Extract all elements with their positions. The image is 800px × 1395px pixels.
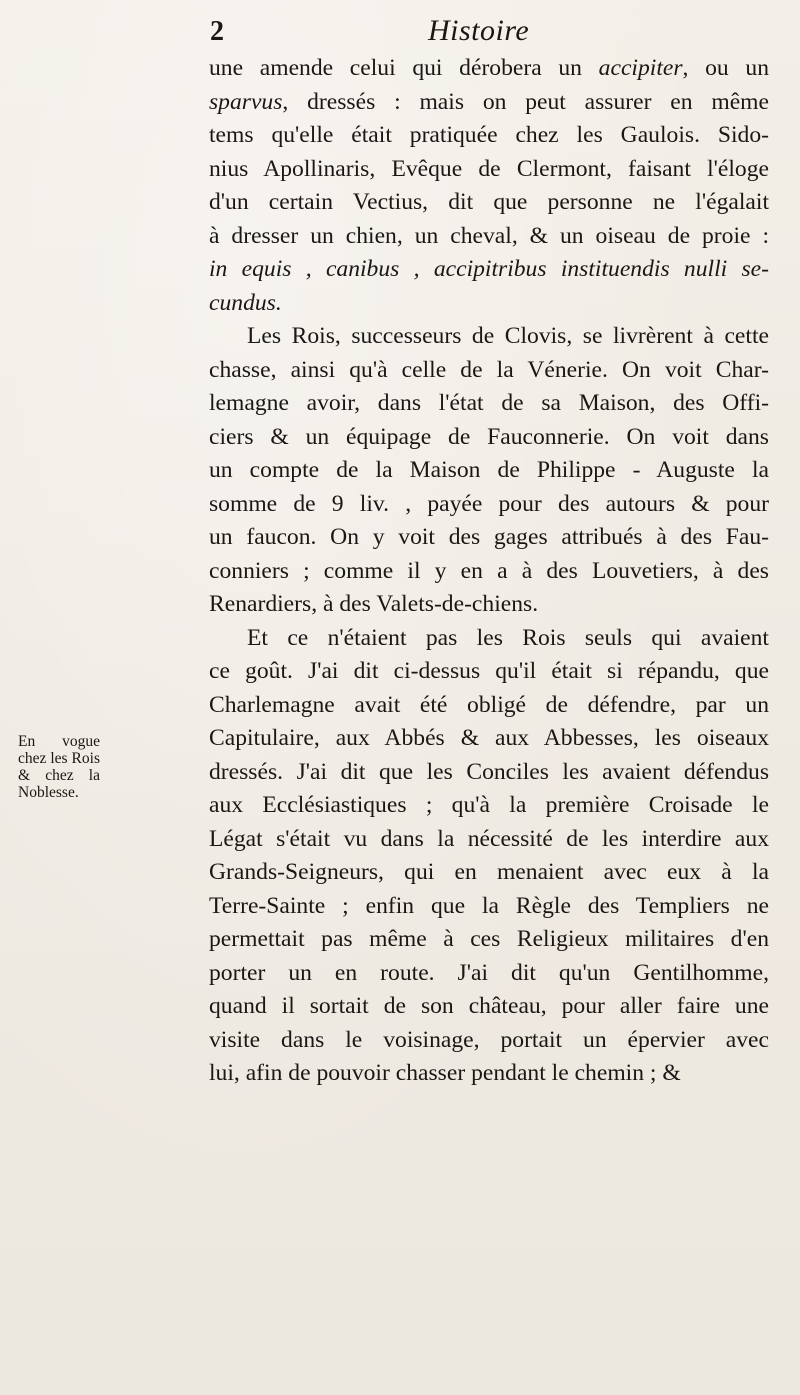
text-run: sparvus bbox=[209, 88, 283, 115]
text-run: ce goût. J'ai dit ci-dessus qu'il était si répandu, que bbox=[209, 658, 769, 684]
text-line bbox=[209, 387, 769, 421]
text-line bbox=[209, 52, 769, 86]
text-run: d'un certain Vectius, dit que personne ne l'égalait bbox=[209, 189, 769, 215]
text-line bbox=[209, 153, 769, 187]
text-run: Grands-Seigneurs, qui en menaient avec eux à la bbox=[209, 859, 769, 885]
text-run: ciers & un équipage de Fauconnerie. On voit dans bbox=[209, 423, 769, 450]
text-line bbox=[209, 856, 769, 890]
text-line bbox=[209, 622, 769, 656]
text-run: cundus. bbox=[209, 289, 282, 316]
text-run: dressés. J'ai dit que les Conciles les avaient défendus bbox=[209, 758, 769, 785]
text-run: chasse, ainsi qu'à celle de la Vénerie. On voit Char- bbox=[209, 356, 769, 383]
text-run: nius Apollinaris, Evêque de Clermont, faisant l'éloge bbox=[209, 155, 769, 182]
text-run: , dressés : mais on peut assurer en même bbox=[282, 88, 769, 115]
text-line bbox=[209, 220, 769, 254]
text-line bbox=[209, 119, 769, 153]
text-line bbox=[209, 957, 769, 991]
text-line bbox=[209, 1057, 769, 1091]
body-text bbox=[209, 52, 769, 1091]
text-run: Légat s'était vu dans la nécessité de les interdire aux bbox=[209, 825, 769, 852]
text-run: tems qu'elle était pratiquée chez les Gaulois. Sido- bbox=[209, 122, 769, 148]
text-run: permettait pas même à ces Religieux militaires d'en bbox=[209, 926, 769, 952]
text-run: Les Rois, successeurs de Clovis, se livrèrent à cette bbox=[247, 323, 769, 349]
text-line bbox=[209, 756, 769, 790]
text-run: aux Ecclésiastiques ; qu'à la première Croisade le bbox=[209, 792, 769, 818]
text-run: une amende celui qui dérobera un bbox=[209, 55, 599, 81]
text-run: accipiter bbox=[598, 55, 683, 81]
text-line bbox=[209, 923, 769, 957]
running-title: Histoire bbox=[428, 14, 530, 47]
text-line bbox=[209, 789, 769, 823]
text-line bbox=[209, 655, 769, 689]
text-run: lui, afin de pouvoir chasser pendant le chemin ; & bbox=[209, 1060, 681, 1086]
text-run: Et ce n'étaient pas les Rois seuls qui avaient bbox=[247, 624, 769, 651]
margin-note-line: Noblesse. bbox=[18, 784, 79, 801]
text-run: somme de 9 liv. , payée pour des autours & pour bbox=[209, 490, 769, 517]
text-run: quand il sortait de son château, pour aller faire une bbox=[209, 993, 769, 1019]
page-header bbox=[210, 14, 730, 54]
text-run: porter un en route. J'ai dit qu'un Gentilhomme, bbox=[209, 959, 769, 986]
text-run: à dresser un chien, un cheval, & un oiseau de proie : bbox=[209, 222, 769, 249]
text-line bbox=[209, 890, 769, 924]
text-line bbox=[209, 287, 769, 321]
text-run: lemagne avoir, dans l'état de sa Maison, des Offi- bbox=[209, 390, 769, 416]
text-run: un compte de la Maison de Philippe - Auguste la bbox=[209, 457, 769, 483]
text-run: Renardiers, à des Valets-de-chiens. bbox=[209, 591, 539, 617]
text-run: Terre-Sainte ; enfin que la Règle des Templiers ne bbox=[209, 892, 769, 919]
text-line bbox=[209, 421, 769, 455]
text-line bbox=[209, 454, 769, 488]
text-run: un faucon. On y voit des gages attribués à des Fau- bbox=[209, 524, 769, 550]
margin-note-line: En vogue bbox=[18, 733, 100, 750]
text-line bbox=[209, 354, 769, 388]
text-line bbox=[209, 588, 769, 622]
margin-note bbox=[18, 733, 100, 801]
margin-note-line: chez les Rois bbox=[18, 750, 100, 767]
text-line bbox=[209, 722, 769, 756]
page-number: 2 bbox=[210, 16, 224, 47]
text-run: in equis , canibus , accipitribus instituendis nulli se- bbox=[209, 256, 769, 282]
text-line bbox=[209, 555, 769, 589]
text-line bbox=[209, 521, 769, 555]
margin-note-line: & chez la bbox=[18, 767, 100, 784]
text-run: Charlemagne avait été obligé de défendre, par un bbox=[209, 691, 769, 718]
text-line bbox=[209, 488, 769, 522]
text-line bbox=[209, 990, 769, 1024]
text-run: conniers ; comme il y en a à des Louvetiers, à des bbox=[209, 557, 769, 584]
text-line bbox=[209, 689, 769, 723]
text-line bbox=[209, 86, 769, 120]
text-run: visite dans le voisinage, portait un épervier avec bbox=[209, 1026, 769, 1053]
text-line bbox=[209, 320, 769, 354]
text-run: , ou un bbox=[682, 55, 769, 81]
text-line bbox=[209, 253, 769, 287]
text-line bbox=[209, 1024, 769, 1058]
text-run: Capitulaire, aux Abbés & aux Abbesses, les oiseaux bbox=[209, 725, 769, 751]
text-line bbox=[209, 186, 769, 220]
text-line bbox=[209, 823, 769, 857]
